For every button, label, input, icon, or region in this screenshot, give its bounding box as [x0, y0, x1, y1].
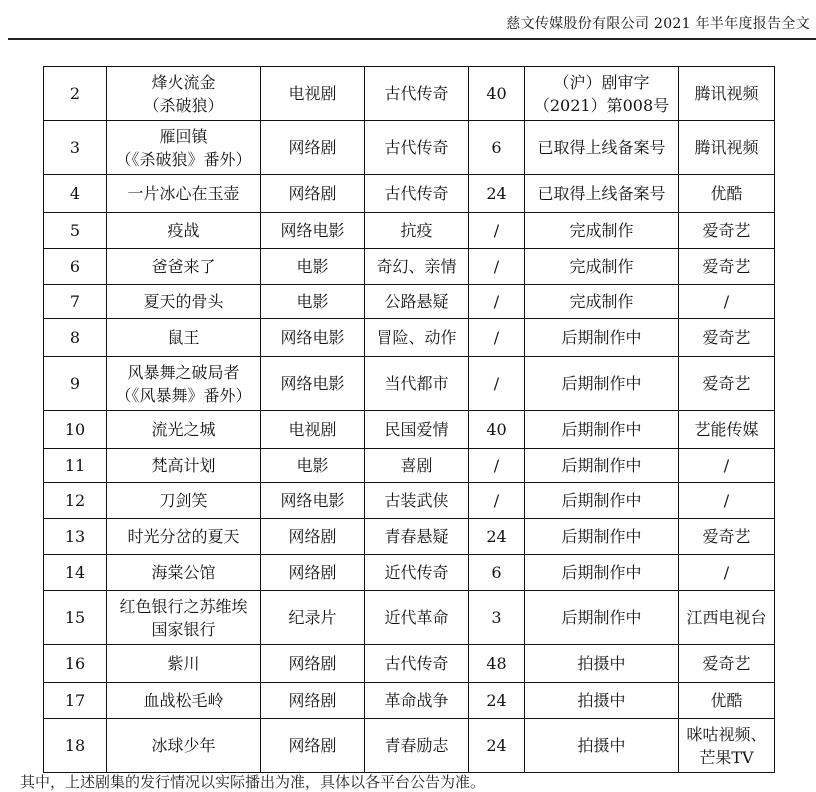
cell-genre: 近代传奇 — [365, 555, 469, 591]
cell-status: 后期制作中 — [525, 519, 679, 555]
cell-status: 完成制作 — [525, 249, 679, 285]
cell-platform: / — [679, 449, 775, 483]
cell-genre: 革命战争 — [365, 683, 469, 719]
cell-episodes: 6 — [469, 121, 525, 175]
table-row — [44, 645, 775, 683]
cell-genre: 青春励志 — [365, 719, 469, 773]
cell-status: 拍摄中 — [525, 645, 679, 683]
table-row — [44, 319, 775, 357]
table-row — [44, 591, 775, 645]
table-row — [44, 719, 775, 773]
cell-no: 5 — [44, 213, 107, 249]
cell-platform: / — [679, 285, 775, 319]
cell-status: 已取得上线备案号 — [525, 121, 679, 175]
cell-no: 2 — [44, 67, 107, 121]
cell-genre: 当代都市 — [365, 357, 469, 411]
cell-episodes: 24 — [469, 175, 525, 213]
cell-type: 网络剧 — [261, 175, 365, 213]
cell-genre: 古代传奇 — [365, 67, 469, 121]
cell-episodes: 40 — [469, 411, 525, 449]
cell-name: 一片冰心在玉壶 — [107, 175, 261, 213]
cell-type: 电影 — [261, 285, 365, 319]
cell-episodes: 6 — [469, 555, 525, 591]
cell-platform: / — [679, 483, 775, 519]
cell-status: 后期制作中 — [525, 555, 679, 591]
cell-genre: 冒险、动作 — [365, 319, 469, 357]
cell-platform: 江西电视台 — [679, 591, 775, 645]
cell-episodes: / — [469, 483, 525, 519]
cell-name: 爸爸来了 — [107, 249, 261, 285]
cell-no: 16 — [44, 645, 107, 683]
cell-name: 风暴舞之破局者 （《风暴舞》番外） — [107, 357, 261, 411]
table-row — [44, 121, 775, 175]
cell-type: 网络剧 — [261, 719, 365, 773]
cell-type: 网络剧 — [261, 121, 365, 175]
header-rule — [8, 38, 816, 40]
cell-genre: 青春悬疑 — [365, 519, 469, 555]
cell-episodes: 24 — [469, 519, 525, 555]
cell-genre: 奇幻、亲情 — [365, 249, 469, 285]
cell-episodes: / — [469, 449, 525, 483]
cell-status: 后期制作中 — [525, 591, 679, 645]
table-row — [44, 213, 775, 249]
cell-episodes: 24 — [469, 719, 525, 773]
cell-type: 网络剧 — [261, 555, 365, 591]
cell-status: （沪）剧审字 （2021）第008号 — [525, 67, 679, 121]
table-row — [44, 519, 775, 555]
cell-name: 流光之城 — [107, 411, 261, 449]
cell-no: 6 — [44, 249, 107, 285]
cell-episodes: 3 — [469, 591, 525, 645]
cell-platform: 爱奇艺 — [679, 645, 775, 683]
cell-platform: 爱奇艺 — [679, 213, 775, 249]
cell-no: 17 — [44, 683, 107, 719]
cell-no: 8 — [44, 319, 107, 357]
cell-genre: 古代传奇 — [365, 175, 469, 213]
cell-name: 时光分岔的夏天 — [107, 519, 261, 555]
cell-genre: 古代传奇 — [365, 645, 469, 683]
cell-episodes: / — [469, 357, 525, 411]
cell-status: 后期制作中 — [525, 483, 679, 519]
page-header: 慈文传媒股份有限公司 2021 年半年度报告全文 — [506, 16, 810, 32]
cell-no: 4 — [44, 175, 107, 213]
cell-genre: 近代革命 — [365, 591, 469, 645]
cell-name: 鼠王 — [107, 319, 261, 357]
cell-no: 7 — [44, 285, 107, 319]
cell-type: 电影 — [261, 249, 365, 285]
cell-no: 11 — [44, 449, 107, 483]
cell-status: 完成制作 — [525, 285, 679, 319]
cell-name: 刀剑笑 — [107, 483, 261, 519]
cell-name: 紫川 — [107, 645, 261, 683]
cell-platform: 优酷 — [679, 683, 775, 719]
cell-no: 14 — [44, 555, 107, 591]
cell-status: 拍摄中 — [525, 719, 679, 773]
cell-name: 烽火流金 （杀破狼） — [107, 67, 261, 121]
cell-type: 网络剧 — [261, 683, 365, 719]
table-row — [44, 411, 775, 449]
cell-name: 冰球少年 — [107, 719, 261, 773]
cell-episodes: / — [469, 319, 525, 357]
cell-name: 雁回镇 （《杀破狼》番外） — [107, 121, 261, 175]
cell-episodes: / — [469, 285, 525, 319]
cell-type: 电视剧 — [261, 411, 365, 449]
cell-status: 后期制作中 — [525, 357, 679, 411]
cell-platform: 爱奇艺 — [679, 357, 775, 411]
cell-genre: 古代传奇 — [365, 121, 469, 175]
cell-name: 海棠公馆 — [107, 555, 261, 591]
cell-type: 网络电影 — [261, 319, 365, 357]
table-row — [44, 483, 775, 519]
cell-type: 网络电影 — [261, 357, 365, 411]
cell-name: 夏天的骨头 — [107, 285, 261, 319]
cell-status: 拍摄中 — [525, 683, 679, 719]
cell-name: 梵高计划 — [107, 449, 261, 483]
cell-genre: 公路悬疑 — [365, 285, 469, 319]
cell-platform: 腾讯视频 — [679, 67, 775, 121]
cell-genre: 民国爱情 — [365, 411, 469, 449]
cell-platform: 爱奇艺 — [679, 319, 775, 357]
cell-type: 纪录片 — [261, 591, 365, 645]
cell-no: 12 — [44, 483, 107, 519]
cell-platform: 艺能传媒 — [679, 411, 775, 449]
cell-no: 9 — [44, 357, 107, 411]
footer-text-fragment: 其中，上述剧集的发行情况以实际播出为准，具体以各平台公告为准。 — [20, 773, 486, 791]
cell-status: 后期制作中 — [525, 411, 679, 449]
cell-platform: 咪咕视频、 芒果TV — [679, 719, 775, 773]
table-row — [44, 285, 775, 319]
cell-episodes: / — [469, 213, 525, 249]
cell-type: 网络剧 — [261, 519, 365, 555]
cell-name: 疫战 — [107, 213, 261, 249]
cell-type: 电视剧 — [261, 67, 365, 121]
cell-no: 13 — [44, 519, 107, 555]
project-table — [43, 66, 775, 773]
cell-episodes: 40 — [469, 67, 525, 121]
cell-platform: / — [679, 555, 775, 591]
table-row — [44, 249, 775, 285]
cell-genre: 抗疫 — [365, 213, 469, 249]
cell-no: 15 — [44, 591, 107, 645]
table-row — [44, 449, 775, 483]
table-row — [44, 555, 775, 591]
cell-status: 已取得上线备案号 — [525, 175, 679, 213]
cell-no: 18 — [44, 719, 107, 773]
cell-type: 电影 — [261, 449, 365, 483]
cell-genre: 喜剧 — [365, 449, 469, 483]
cell-name: 红色银行之苏维埃 国家银行 — [107, 591, 261, 645]
cell-episodes: / — [469, 249, 525, 285]
cell-status: 后期制作中 — [525, 449, 679, 483]
table-row — [44, 175, 775, 213]
cell-type: 网络电影 — [261, 213, 365, 249]
table-row — [44, 357, 775, 411]
cell-platform: 腾讯视频 — [679, 121, 775, 175]
cell-status: 完成制作 — [525, 213, 679, 249]
cell-platform: 优酷 — [679, 175, 775, 213]
cell-no: 3 — [44, 121, 107, 175]
table-row — [44, 683, 775, 719]
cell-name: 血战松毛岭 — [107, 683, 261, 719]
cell-type: 网络电影 — [261, 483, 365, 519]
cell-type: 网络剧 — [261, 645, 365, 683]
cell-no: 10 — [44, 411, 107, 449]
table-row — [44, 67, 775, 121]
cell-status: 后期制作中 — [525, 319, 679, 357]
cell-genre: 古装武侠 — [365, 483, 469, 519]
cell-platform: 爱奇艺 — [679, 519, 775, 555]
cell-platform: 爱奇艺 — [679, 249, 775, 285]
cell-episodes: 24 — [469, 683, 525, 719]
cell-episodes: 48 — [469, 645, 525, 683]
